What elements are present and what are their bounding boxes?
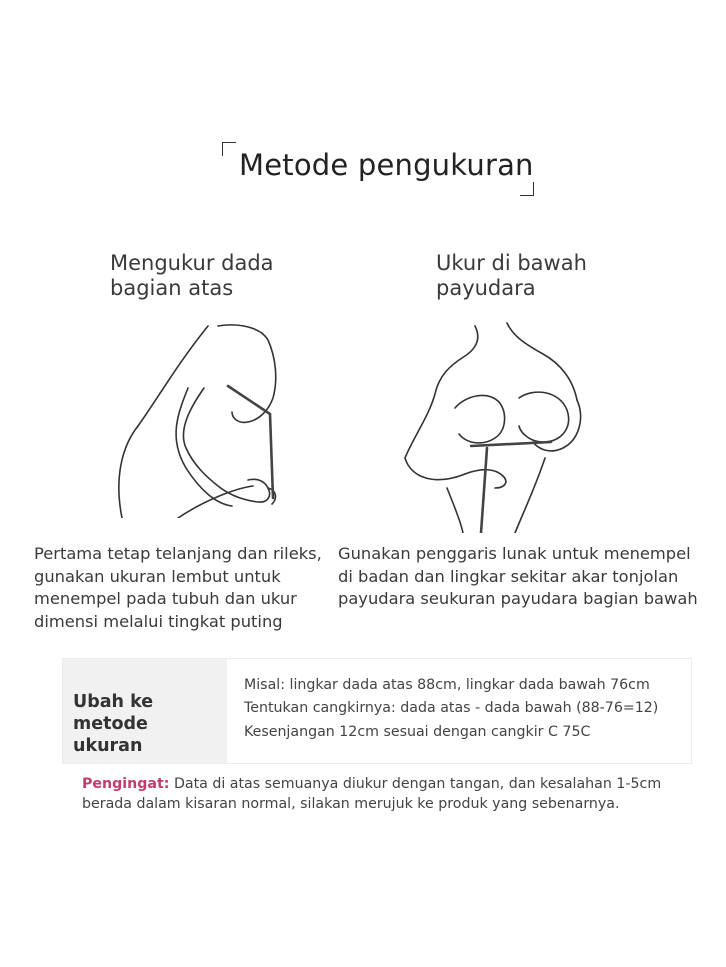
conversion-line: Tentukan cangkirnya: dada atas - dada bawah (88-76=12) <box>244 700 659 717</box>
conversion-line: Misal: lingkar dada atas 88cm, lingkar dada bawah 76cm <box>244 677 650 693</box>
reminder-label: Pengingat: <box>82 776 170 792</box>
upper-bust-description: Pertama tetap telanjang dan rileks, gunakan ukuran lembut untuk menempel pada tubuh dan ukur dimensi melalui tingkat puting <box>34 544 322 631</box>
corner-bracket-bottom-right <box>520 182 534 196</box>
conversion-label: Ubah ke metode ukuran <box>73 692 154 756</box>
under-bust-heading: Ukur di bawah payudara <box>436 251 587 300</box>
conversion-details <box>244 674 658 744</box>
corner-bracket-top-left <box>222 142 236 156</box>
title-frame <box>222 142 534 196</box>
conversion-label-cell <box>63 659 227 763</box>
conversion-line: Kesenjangan 12cm sesuai dengan cangkir C 75C <box>244 723 591 740</box>
front-body-measuring-icon <box>395 318 600 533</box>
upper-bust-heading: Mengukur dada bagian atas <box>110 251 274 300</box>
reminder-text: Data di atas semuanya diukur dengan tangan, dan kesalahan 1-5cm berada dalam kisaran normal, silakan merujuk ke produk yang sebenarnya. <box>82 776 662 812</box>
conversion-box <box>62 658 692 764</box>
reminder-note <box>82 774 682 814</box>
side-body-measuring-icon <box>108 318 298 518</box>
under-bust-description: Gunakan penggaris lunak untuk menempel di badan dan lingkar sekitar akar tonjolan payudara seukuran payudara bagian bawah <box>338 544 698 608</box>
page-title: Metode pengukuran <box>239 148 534 182</box>
